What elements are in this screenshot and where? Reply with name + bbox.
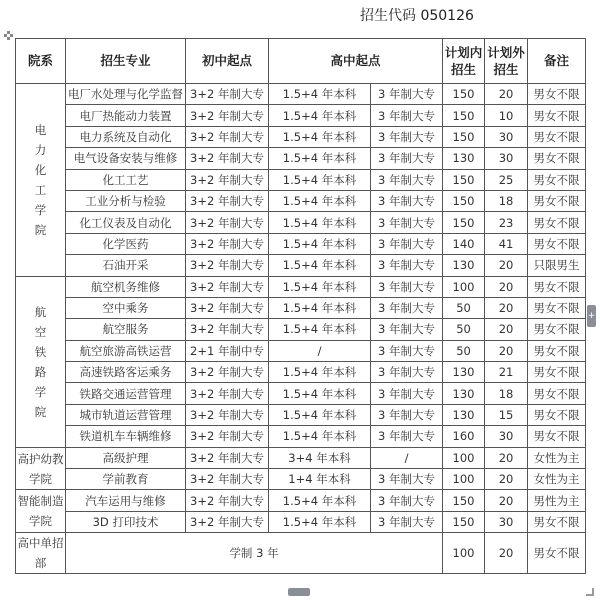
junior-start-cell: 3+2 年制大专 (186, 148, 269, 169)
remark-cell: 男女不限 (528, 169, 586, 190)
header-row (16, 39, 586, 84)
table-row (16, 469, 586, 490)
table-row (16, 212, 586, 233)
senior-bachelor-cell: 1.5+4 年本科 (269, 212, 371, 233)
major-cell: 铁道机车车辆维修 (66, 426, 186, 447)
major-cell: 电气设备安装与维修 (66, 148, 186, 169)
major-cell: 空中乘务 (66, 297, 186, 318)
senior-diploma-cell: 3 年制大专 (371, 276, 443, 297)
senior-diploma-cell: 3 年制大专 (371, 340, 443, 361)
junior-start-cell: 3+2 年制大专 (186, 469, 269, 490)
col-header-planned-in: 计划内招生 (443, 39, 485, 84)
table-row (16, 297, 586, 318)
table-row (16, 105, 586, 126)
planned-in-cell: 100 (443, 447, 485, 468)
planned-out-cell: 20 (485, 276, 528, 297)
senior-diploma-cell: 3 年制大专 (371, 297, 443, 318)
junior-start-cell: 3+2 年制大专 (186, 447, 269, 468)
planned-in-cell: 100 (443, 469, 485, 490)
senior-diploma-cell: 3 年制大专 (371, 169, 443, 190)
table-row (16, 383, 586, 404)
planned-out-cell: 30 (485, 426, 528, 447)
remark-cell: 男性为主 (528, 490, 586, 511)
department-cell: 智能制造学院 (16, 490, 66, 533)
planned-out-cell: 20 (485, 340, 528, 361)
senior-diploma-cell: / (371, 447, 443, 468)
junior-start-cell: 3+2 年制大专 (186, 383, 269, 404)
senior-diploma-cell: 3 年制大专 (371, 126, 443, 147)
senior-diploma-cell: 3 年制大专 (371, 426, 443, 447)
junior-start-cell: 3+2 年制大专 (186, 169, 269, 190)
department-cell: 高护幼教学院 (16, 447, 66, 490)
enrollment-table (15, 38, 586, 574)
planned-in-cell: 150 (443, 126, 485, 147)
table-row (16, 169, 586, 190)
senior-diploma-cell: 3 年制大专 (371, 490, 443, 511)
senior-diploma-cell: 3 年制大专 (371, 255, 443, 276)
remark-cell: 男女不限 (528, 404, 586, 425)
major-cell: 化学医药 (66, 233, 186, 254)
planned-out-cell: 20 (485, 84, 528, 105)
column-insert-handle[interactable] (288, 588, 310, 596)
senior-bachelor-cell: 1+4 年本科 (269, 469, 371, 490)
senior-bachelor-cell: 1.5+4 年本科 (269, 233, 371, 254)
major-cell: 电厂水处理与化学监督 (66, 84, 186, 105)
department-cell: 航空铁路学院 (16, 276, 66, 447)
planned-in-cell: 130 (443, 255, 485, 276)
col-header-junior-start: 初中起点 (186, 39, 269, 84)
major-cell: 高级护理 (66, 447, 186, 468)
table-resize-handle[interactable] (586, 588, 594, 596)
senior-bachelor-cell: 3+4 年本科 (269, 447, 371, 468)
senior-diploma-cell: 3 年制大专 (371, 190, 443, 211)
row-insert-handle[interactable]: + (587, 305, 596, 327)
senior-bachelor-cell: 1.5+4 年本科 (269, 297, 371, 318)
table-row (16, 276, 586, 297)
senior-bachelor-cell: 1.5+4 年本科 (269, 404, 371, 425)
senior-bachelor-cell: 1.5+4 年本科 (269, 84, 371, 105)
planned-out-cell: 30 (485, 511, 528, 532)
remark-cell: 男女不限 (528, 383, 586, 404)
planned-out-cell: 30 (485, 126, 528, 147)
remark-cell: 男女不限 (528, 276, 586, 297)
major-cell: 航空机务维修 (66, 276, 186, 297)
major-cell: 城市轨道运营管理 (66, 404, 186, 425)
table-row (16, 511, 586, 532)
senior-bachelor-cell: 1.5+4 年本科 (269, 362, 371, 383)
planned-in-cell: 150 (443, 84, 485, 105)
senior-bachelor-cell: 1.5+4 年本科 (269, 105, 371, 126)
junior-start-cell: 3+2 年制大专 (186, 276, 269, 297)
major-cell: 电厂热能动力装置 (66, 105, 186, 126)
col-header-planned-out: 计划外招生 (485, 39, 528, 84)
remark-cell: 男女不限 (528, 212, 586, 233)
planned-in-cell: 130 (443, 148, 485, 169)
planned-in-cell: 150 (443, 212, 485, 233)
table-row (16, 148, 586, 169)
remark-cell: 男女不限 (528, 533, 586, 574)
table-row (16, 490, 586, 511)
table-row (16, 84, 586, 105)
planned-in-cell: 100 (443, 533, 485, 574)
senior-bachelor-cell: / (269, 340, 371, 361)
planned-in-cell: 150 (443, 169, 485, 190)
planned-out-cell: 20 (485, 297, 528, 318)
remark-cell: 男女不限 (528, 297, 586, 318)
senior-bachelor-cell: 1.5+4 年本科 (269, 169, 371, 190)
planned-in-cell: 150 (443, 105, 485, 126)
table-row (16, 190, 586, 211)
remark-cell: 男女不限 (528, 84, 586, 105)
remark-cell: 男女不限 (528, 511, 586, 532)
senior-diploma-cell: 3 年制大专 (371, 362, 443, 383)
major-cell: 铁路交通运营管理 (66, 383, 186, 404)
remark-cell: 女性为主 (528, 469, 586, 490)
junior-start-cell: 3+2 年制大专 (186, 233, 269, 254)
major-cell: 石油开采 (66, 255, 186, 276)
planned-out-cell: 20 (485, 255, 528, 276)
junior-start-cell: 3+2 年制大专 (186, 404, 269, 425)
major-cell: 工业分析与检验 (66, 190, 186, 211)
junior-start-cell: 3+2 年制大专 (186, 297, 269, 318)
table-row (16, 362, 586, 383)
remark-cell: 男女不限 (528, 148, 586, 169)
planned-in-cell: 150 (443, 190, 485, 211)
major-cell: 电力系统及自动化 (66, 126, 186, 147)
remark-cell: 男女不限 (528, 340, 586, 361)
table-row (16, 233, 586, 254)
col-header-major: 招生专业 (66, 39, 186, 84)
planned-in-cell: 150 (443, 490, 485, 511)
major-cell: 高速铁路客运乘务 (66, 362, 186, 383)
planned-in-cell: 130 (443, 383, 485, 404)
planned-out-cell: 30 (485, 148, 528, 169)
senior-diploma-cell: 3 年制大专 (371, 319, 443, 340)
planned-out-cell: 20 (485, 469, 528, 490)
table-row (16, 340, 586, 361)
major-cell: 3D 打印技术 (66, 511, 186, 532)
table-row (16, 447, 586, 468)
major-cell: 化工工艺 (66, 169, 186, 190)
planned-in-cell: 50 (443, 340, 485, 361)
planned-in-cell: 160 (443, 426, 485, 447)
remark-cell: 男女不限 (528, 126, 586, 147)
junior-start-cell: 3+2 年制大专 (186, 255, 269, 276)
senior-bachelor-cell: 1.5+4 年本科 (269, 126, 371, 147)
junior-start-cell: 3+2 年制大专 (186, 490, 269, 511)
remark-cell: 女性为主 (528, 447, 586, 468)
remark-cell: 男女不限 (528, 362, 586, 383)
planned-out-cell: 25 (485, 169, 528, 190)
col-header-remarks: 备注 (528, 39, 586, 84)
senior-bachelor-cell: 1.5+4 年本科 (269, 148, 371, 169)
senior-diploma-cell: 3 年制大专 (371, 105, 443, 126)
major-cell: 化工仪表及自动化 (66, 212, 186, 233)
senior-bachelor-cell: 1.5+4 年本科 (269, 511, 371, 532)
senior-diploma-cell: 3 年制大专 (371, 233, 443, 254)
junior-start-cell: 3+2 年制大专 (186, 212, 269, 233)
planned-in-cell: 50 (443, 319, 485, 340)
table-row (16, 255, 586, 276)
planned-out-cell: 20 (485, 319, 528, 340)
remark-cell: 只限男生 (528, 255, 586, 276)
senior-bachelor-cell: 1.5+4 年本科 (269, 190, 371, 211)
senior-bachelor-cell: 1.5+4 年本科 (269, 255, 371, 276)
major-cell: 汽车运用与维修 (66, 490, 186, 511)
planned-in-cell: 130 (443, 362, 485, 383)
major-cell: 航空旅游高铁运营 (66, 340, 186, 361)
planned-out-cell: 20 (485, 490, 528, 511)
col-header-senior-start: 高中起点 (269, 39, 443, 84)
table-row-footer (16, 533, 586, 574)
major-cell: 学前教育 (66, 469, 186, 490)
junior-start-cell: 3+2 年制大专 (186, 319, 269, 340)
planned-out-cell: 15 (485, 404, 528, 425)
planned-in-cell: 100 (443, 276, 485, 297)
planned-in-cell: 130 (443, 404, 485, 425)
planned-in-cell: 150 (443, 511, 485, 532)
remark-cell: 男女不限 (528, 319, 586, 340)
planned-out-cell: 41 (485, 233, 528, 254)
remark-cell: 男女不限 (528, 190, 586, 211)
junior-start-cell: 3+2 年制大专 (186, 426, 269, 447)
department-cell: 高中单招部 (16, 533, 66, 574)
senior-diploma-cell: 3 年制大专 (371, 84, 443, 105)
senior-bachelor-cell: 1.5+4 年本科 (269, 490, 371, 511)
junior-start-cell: 3+2 年制大专 (186, 105, 269, 126)
planned-in-cell: 140 (443, 233, 485, 254)
table-move-handle-icon[interactable] (4, 31, 13, 40)
planned-out-cell: 18 (485, 383, 528, 404)
senior-diploma-cell: 3 年制大专 (371, 404, 443, 425)
enrollment-code: 招生代码 050126 (360, 8, 474, 24)
planned-out-cell: 20 (485, 533, 528, 574)
table-row (16, 126, 586, 147)
remark-cell: 男女不限 (528, 105, 586, 126)
junior-start-cell: 3+2 年制大专 (186, 126, 269, 147)
senior-diploma-cell: 3 年制大专 (371, 148, 443, 169)
senior-bachelor-cell: 1.5+4 年本科 (269, 319, 371, 340)
planned-out-cell: 18 (485, 190, 528, 211)
col-header-department: 院系 (16, 39, 66, 84)
program-cell: 学制 3 年 (66, 533, 443, 574)
department-cell: 电力化工学院 (16, 84, 66, 277)
senior-bachelor-cell: 1.5+4 年本科 (269, 426, 371, 447)
senior-bachelor-cell: 1.5+4 年本科 (269, 383, 371, 404)
planned-out-cell: 20 (485, 447, 528, 468)
planned-in-cell: 50 (443, 297, 485, 318)
senior-diploma-cell: 3 年制大专 (371, 212, 443, 233)
junior-start-cell: 2+1 年制中专 (186, 340, 269, 361)
planned-out-cell: 10 (485, 105, 528, 126)
remark-cell: 男女不限 (528, 426, 586, 447)
junior-start-cell: 3+2 年制大专 (186, 84, 269, 105)
major-cell: 航空服务 (66, 319, 186, 340)
junior-start-cell: 3+2 年制大专 (186, 511, 269, 532)
senior-diploma-cell: 3 年制大专 (371, 469, 443, 490)
junior-start-cell: 3+2 年制大专 (186, 362, 269, 383)
planned-out-cell: 23 (485, 212, 528, 233)
table-row (16, 319, 586, 340)
junior-start-cell: 3+2 年制大专 (186, 190, 269, 211)
remark-cell: 男女不限 (528, 233, 586, 254)
planned-out-cell: 21 (485, 362, 528, 383)
table-row (16, 426, 586, 447)
senior-diploma-cell: 3 年制大专 (371, 383, 443, 404)
senior-bachelor-cell: 1.5+4 年本科 (269, 276, 371, 297)
table-row (16, 404, 586, 425)
senior-diploma-cell: 3 年制大专 (371, 511, 443, 532)
